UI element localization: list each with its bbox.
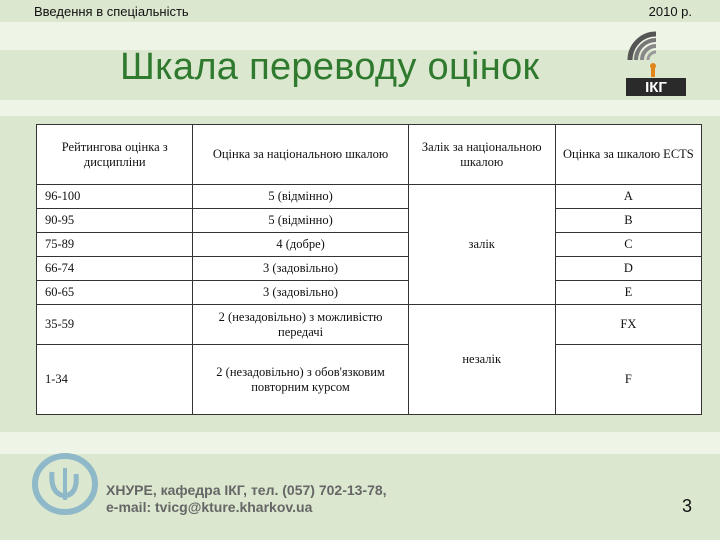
rating-cell: 75-89: [37, 233, 193, 257]
signal-arcs-icon: [622, 20, 688, 98]
ikg-logo: [622, 20, 688, 98]
university-emblem-icon: [30, 450, 100, 518]
national-cell: 2 (незадовільно) з обов'язковим повторним курсом: [193, 345, 408, 415]
rating-cell: 66-74: [37, 257, 193, 281]
title-band: [0, 100, 720, 116]
table-row: [37, 345, 702, 415]
header-national: Оцінка за національною шкалою: [193, 125, 408, 185]
contact-line-1: ХНУРЕ, кафедра ІКГ, тел. (057) 702-13-78,: [106, 482, 387, 498]
rating-cell: 35-59: [37, 305, 193, 345]
contact-email[interactable]: e-mail: tvicg@kture.kharkov.ua: [106, 499, 313, 515]
table-header-row: [37, 125, 702, 185]
rating-cell: 60-65: [37, 281, 193, 305]
table-row: [37, 233, 702, 257]
header-rating: Рейтингова оцінка з дисципліни: [37, 125, 193, 185]
table-row: [37, 257, 702, 281]
ects-cell: F: [555, 345, 701, 415]
table-row: [37, 281, 702, 305]
national-cell: 3 (задовільно): [193, 257, 408, 281]
course-name: Введення в спеціальність: [34, 4, 189, 19]
rating-cell: 90-95: [37, 209, 193, 233]
table-row: [37, 305, 702, 345]
rating-cell: 96-100: [37, 185, 193, 209]
ects-cell: FX: [555, 305, 701, 345]
ects-cell: D: [555, 257, 701, 281]
ects-cell: A: [555, 185, 701, 209]
fail-cell: незалік: [408, 305, 555, 415]
rating-cell: 1-34: [37, 345, 193, 415]
page-title: Шкала переводу оцінок: [120, 46, 540, 88]
logo-text: ІКГ: [645, 79, 667, 96]
national-cell: 3 (задовільно): [193, 281, 408, 305]
grade-scale-table: [36, 124, 702, 415]
pass-cell: залік: [408, 185, 555, 305]
ects-cell: C: [555, 233, 701, 257]
table-row: [37, 209, 702, 233]
table-row: [37, 185, 702, 209]
year-label: 2010 р.: [648, 4, 692, 19]
national-cell: 4 (добре): [193, 233, 408, 257]
header-pass: Залік за національною шкалою: [408, 125, 555, 185]
national-cell: 5 (відмінно): [193, 185, 408, 209]
national-cell: 5 (відмінно): [193, 209, 408, 233]
ects-cell: B: [555, 209, 701, 233]
ects-cell: E: [555, 281, 701, 305]
header-ects: Оцінка за шкалою ECTS: [555, 125, 701, 185]
page-number: 3: [681, 496, 692, 516]
footer-band: [0, 432, 720, 454]
national-cell: 2 (незадовільно) з можливістю передачі: [193, 305, 408, 345]
